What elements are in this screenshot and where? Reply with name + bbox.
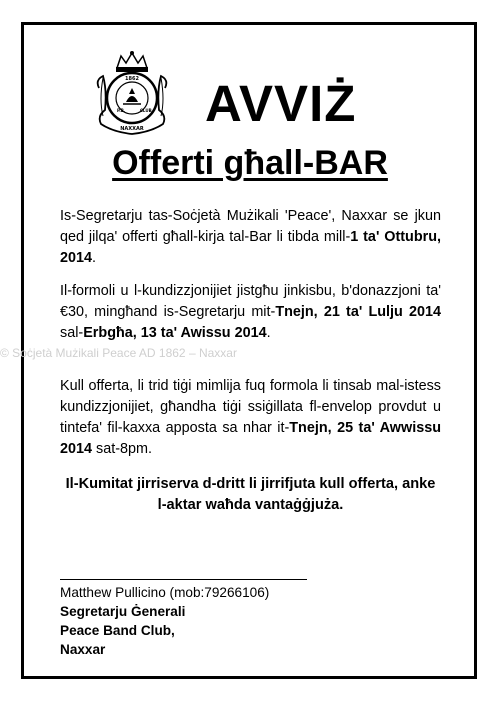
copyright-watermark: © Soċjetà Mużikali Peace AD 1862 – Naxxar xyxy=(0,346,237,360)
logo-year: 1862 xyxy=(125,76,139,82)
paragraph-submission xyxy=(60,376,441,460)
paragraph-forms-mid: sal- xyxy=(60,325,84,341)
signatory-org: Peace Band Club, xyxy=(60,623,175,638)
club-crest-logo xyxy=(93,50,171,136)
paragraph-reservation: Il-Kumitat jirriserva d-dritt li jirrifjuta kull offerta, anke l-aktar waħda vantaġġjuża. xyxy=(65,476,436,513)
logo-ring-left: P.B. xyxy=(117,108,126,113)
notice-title xyxy=(0,146,500,180)
signature-block xyxy=(60,583,269,659)
paragraph-submission-text: Kull offerta, li trid tiġi mimlija fuq formola li tinsab mal-istess kundizzjonijiet, għandha tiġi ssiġillata fl-envelop provdut u tintefa' fil-kaxxa apposta sa nhar it- xyxy=(60,378,441,436)
paragraph-intro xyxy=(60,206,441,269)
paragraph-submission-end: sat-8pm. xyxy=(92,441,152,457)
logo-town: NAXXAR xyxy=(120,126,144,132)
paragraph-forms-text: Il-formoli u l-kundizzjonijiet jistgħu jinkisbu, b'donazzjoni ta' €30, mingħand is-Segretarju mit- xyxy=(60,283,441,320)
logo-ring-right: CLUB xyxy=(140,108,152,113)
forms-from-date: Tnejn, 21 ta' Lulju 2014 xyxy=(275,304,441,320)
signatory-role: Segretarju Ġenerali xyxy=(60,604,186,619)
deadline-date: Tnejn, 25 ta' Awwissu 2014 xyxy=(60,420,441,457)
paragraph-forms xyxy=(60,281,441,344)
signature-line xyxy=(60,579,307,580)
paragraph-intro-text: Is-Segretarju tas-Soċjetà Mużikali 'Peace', Naxxar se jkun qed jilqa' offerti għall-kirja tal-Bar li tibda mill- xyxy=(60,208,441,245)
paragraph-intro-end: . xyxy=(92,250,97,266)
signatory-place: Naxxar xyxy=(60,642,106,657)
paragraph-forms-end: . xyxy=(266,325,271,341)
signatory-name: Matthew Pullicino (mob:79266106) xyxy=(60,585,270,600)
notice-heading: AVVIŻ xyxy=(205,75,357,132)
forms-to-date: Erbgħa, 13 ta' Awissu 2014 xyxy=(83,325,267,341)
notice-title-text: Offerti għall-BAR xyxy=(112,144,388,182)
start-date: 1 ta' Ottubru, 2014 xyxy=(60,229,441,266)
